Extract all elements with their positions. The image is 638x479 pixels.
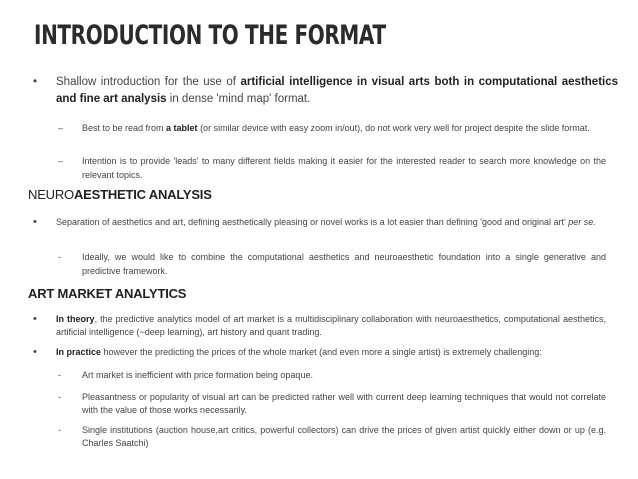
market-sub-2: Pleasantness or popularity of visual art can be predicted rather well with current deep learning techniques that would not correlate with the value of those works necessarily. xyxy=(82,392,606,415)
bullet-icon: • xyxy=(33,313,37,325)
neuro-sub-1: Ideally, we would like to combine the computational aesthetics and neuroaesthetic foundation into a single generative and predictive framework. xyxy=(82,252,606,276)
bullet-icon: • xyxy=(33,346,37,358)
dash-icon: - xyxy=(58,425,61,435)
market-sub-3: Single institutions (auction house,art critics, powerful collectors) can drive the prices of given artist quickly either down or up (e.g. Charles Saatchi) xyxy=(82,425,606,448)
section-heading-neuro: NEUROAESTHETIC ANALYSIS xyxy=(28,187,212,202)
dash-icon: - xyxy=(58,252,61,262)
market-bullet-2: In practice however the predicting the prices of the whole market (and even more a single artist) is extremely challenging: xyxy=(56,347,542,357)
dash-icon: – xyxy=(58,156,64,166)
dash-icon: – xyxy=(58,123,64,133)
bullet-icon: • xyxy=(33,76,38,88)
bullet-icon: • xyxy=(33,216,37,228)
market-bullet-1: In theory, the predictive analytics model of art market is a multidisciplinary collaboration with neuroaesthetics, computational aesthetics, artificial intelligence (~deep learning), art history and quant trading. xyxy=(56,314,606,337)
market-sub-1: Art market is inefficient with price formation being opaque. xyxy=(82,370,313,380)
section-heading-market: ART MARKET ANALYTICS xyxy=(28,286,187,301)
dash-icon: - xyxy=(58,370,61,380)
dash-icon: - xyxy=(58,392,61,402)
intro-sub-2: Intention is to provide 'leads' to many different fields making it easier for the interested reader to search more knowledge on the relevant topics. xyxy=(82,156,606,180)
page-title: INTRODUCTION TO THE FORMAT xyxy=(34,20,386,51)
intro-sub-1: Best to be read from a tablet (or similar device with easy zoom in/out), do not work very well for project despite the slide format. xyxy=(82,123,590,133)
neuro-text: Separation of aesthetics and art, defining aesthetically pleasing or novel works is a lot easier than defining 'good and original art' per se. xyxy=(56,217,596,227)
intro-text: Shallow introduction for the use of artificial intelligence in visual arts both in computational aesthetics and fine art analysis in dense 'mind map' format. xyxy=(56,76,619,105)
